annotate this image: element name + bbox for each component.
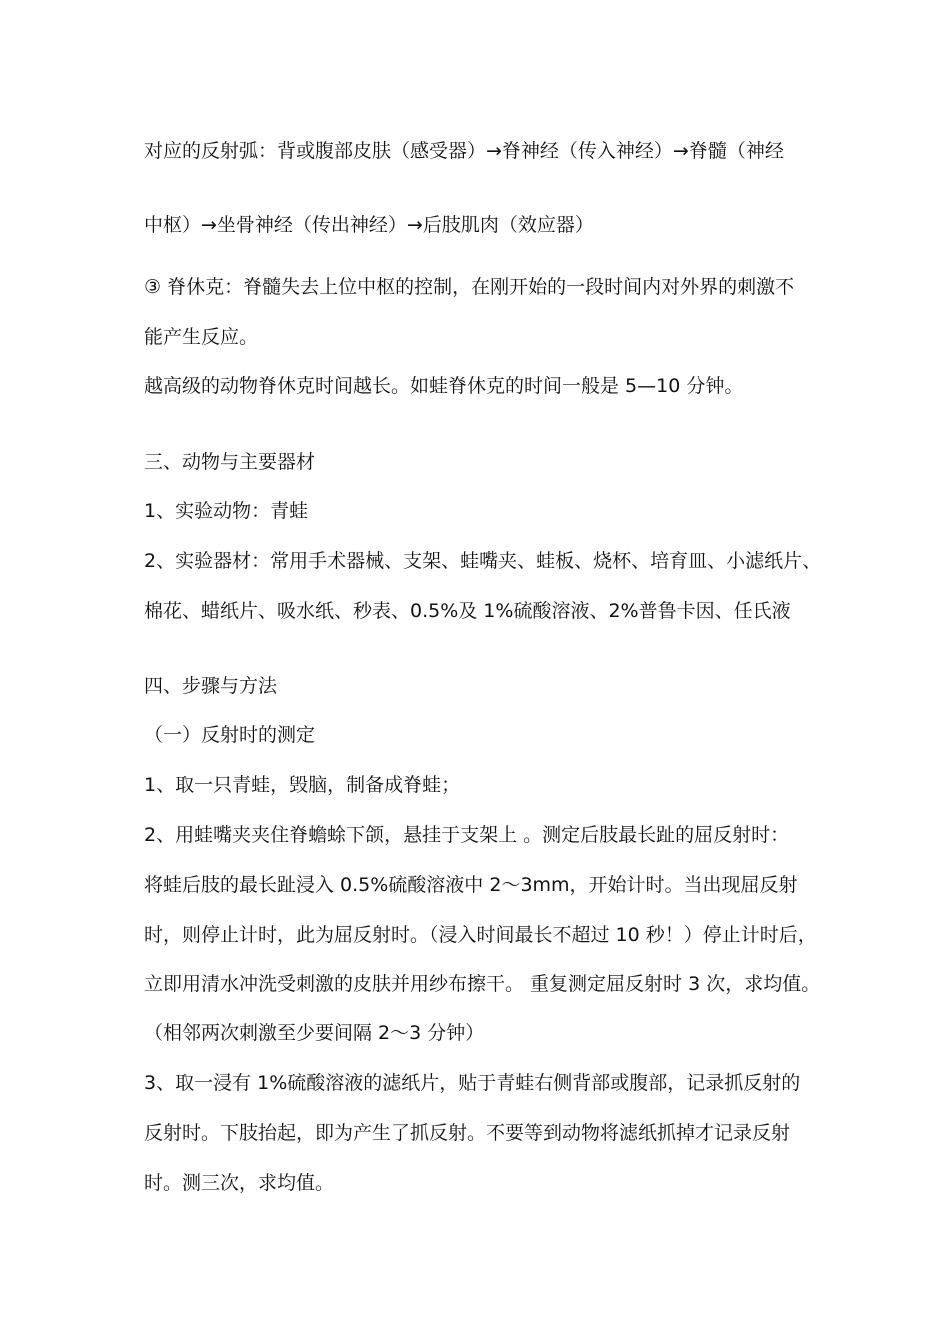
reflex-arc-line-1: 对应的反射弧：背或腹部皮肤（感受器）→脊神经（传入神经）→脊髓（神经 — [144, 140, 784, 162]
subsection-heading-reflex-time: （一）反射时的测定 — [144, 724, 316, 746]
reflex-arc-line-2: 中枢）→坐骨神经（传出神经）→后肢肌肉（效应器） — [144, 214, 594, 236]
equipment-line-1: 2、实验器材：常用手术器械、支架、蛙嘴夹、蛙板、烧杯、培育皿、小滤纸片、 — [144, 550, 822, 572]
section-heading-materials: 三、动物与主要器材 — [144, 451, 316, 473]
equipment-line-2: 棉花、蜡纸片、吸水纸、秒表、0.5%及 1%硫酸溶液、2%普鲁卡因、任氏液 — [144, 600, 791, 622]
step-2-line-3: 时，则停止计时，此为屈反射时。（浸入时间最长不超过 10 秒！）停止计时后， — [144, 924, 817, 946]
section-heading-methods: 四、步骤与方法 — [144, 675, 278, 697]
experimental-animal: 1、实验动物：青蛙 — [144, 500, 309, 522]
spinal-shock-line-1: ③ 脊休克：脊髓失去上位中枢的控制，在刚开始的一段时间内对外界的刺激不 — [144, 276, 795, 298]
spinal-shock-line-2: 能产生反应。 — [144, 326, 259, 348]
step-3-line-3: 时。测三次，求均值。 — [144, 1172, 335, 1194]
step-2-line-5: （相邻两次刺激至少要间隔 2～3 分钟） — [144, 1022, 485, 1044]
step-3-line-2: 反射时。下肢抬起，即为产生了抓反射。不要等到动物将滤纸抓掉才记录反射 — [144, 1122, 791, 1144]
step-2-line-4: 立即用清水冲洗受刺激的皮肤并用纱布擦干。 重复测定屈反射时 3 次，求均值。 — [144, 973, 821, 995]
step-1: 1、取一只青蛙，毁脑，制备成脊蛙； — [144, 774, 461, 796]
spinal-shock-duration: 越高级的动物脊休克时间越长。如蛙脊休克的时间一般是 5—10 分钟。 — [144, 375, 744, 397]
step-2-line-1: 2、用蛙嘴夹夹住脊蟾蜍下颌，悬挂于支架上 。测定后肢最长趾的屈反射时： — [144, 824, 790, 846]
step-3-line-1: 3、取一浸有 1%硫酸溶液的滤纸片，贴于青蛙右侧背部或腹部，记录抓反射的 — [144, 1072, 801, 1094]
step-2-line-2: 将蛙后肢的最长趾浸入 0.5%硫酸溶液中 2～3mm，开始计时。当出现屈反射 — [144, 874, 798, 896]
